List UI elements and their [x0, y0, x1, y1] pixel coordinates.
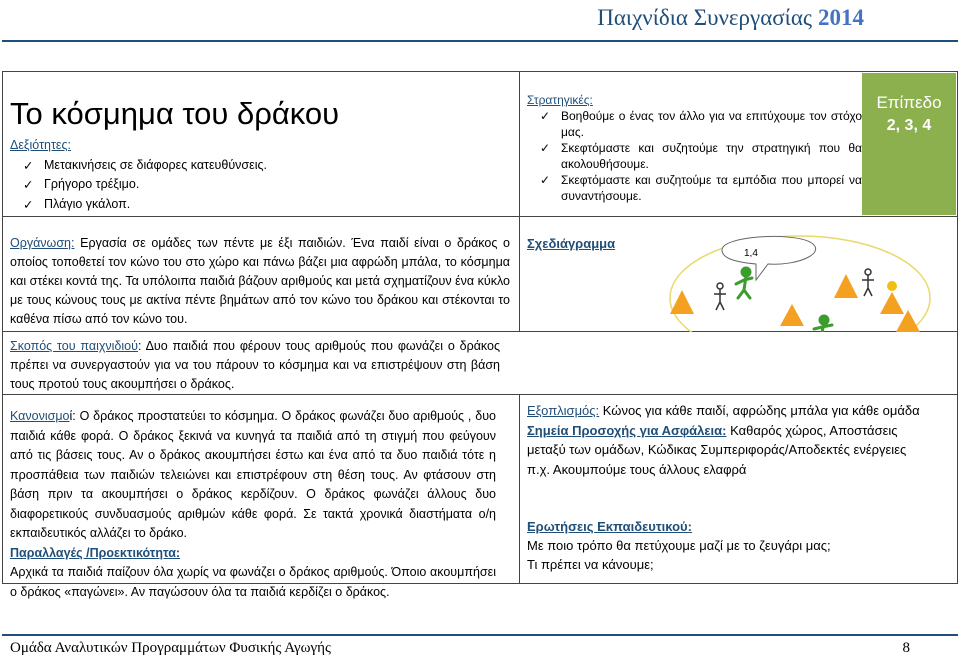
- variations-text: Αρχικά τα παιδιά παίζουν όλα χωρίς να φωνάζει ο δράκος αριθμούς. Όποιο ακουμπήσει ο δράκος «παγώνει». Αν παγώσουν όλα τα παιδιά κερδίζει ο δράκος.: [10, 565, 496, 599]
- strategies-label: Στρατηγικές:: [527, 93, 593, 107]
- table-left-border: [2, 71, 3, 584]
- table-row-border: [2, 394, 958, 395]
- document-header: [597, 5, 864, 31]
- question-1: Με ποιο τρόπο θα πετύχουμε μαζί με το ζευγάρι μας;: [527, 538, 831, 553]
- teacher-questions-section: [527, 517, 927, 574]
- diagram-label: Σχεδιάγραμμα: [527, 236, 616, 251]
- checkmark-icon: ✓: [540, 141, 551, 155]
- rules-text: ί: Ο δράκος προστατεύει το κόσμημα. Ο δράκος φωνάζει δυο αριθμούς , δυο παιδιά κάθε φορά. Ο δράκος ξεκινά να κυνηγά τα παιδιά από τη στιγμή που φεύγουν από τις βάσεις τους. Αν ο δράκος ακουμπήσει έστω και ένα από τα δυο παιδιά τότε η προσπάθεια των παιδιών τελειώνει και επιστρέφουν στη θέση τους. Αν φτάσουν στη βάση πριν τα ακουμπήσει ο δράκος κερδίζουν. Ο δράκος φωνάζει άλλους δυο διαφορετικούς συνδυασμούς αριθμών κάθε φορά. Σε τακτά χρονικά διαστήματα ο/η εκπαιδευτικός αλλάζει το δράκο.: [10, 409, 496, 540]
- header-title: Παιχνίδια Συνεργασίας: [597, 5, 812, 30]
- skills-list: [10, 156, 267, 215]
- question-2: Τι πρέπει να κάνουμε;: [527, 557, 654, 572]
- list-item: ✓ Πλάγιο γκάλοπ.: [10, 195, 267, 215]
- footer-rule: [2, 634, 958, 636]
- rules-section: [10, 407, 496, 602]
- dragon-cone-icon: [880, 292, 904, 314]
- table-column-divider: [519, 394, 520, 584]
- strategies-section: [527, 92, 862, 204]
- level-value: 2, 3, 4: [886, 117, 932, 134]
- cone-icon: [780, 304, 804, 326]
- page-number: 8: [902, 640, 910, 656]
- equipment-text: Κώνος για κάθε παιδί, αφρώδης μπάλα για κάθε ομάδα: [599, 403, 920, 418]
- list-item: ✓ Μετακινήσεις σε διάφορες κατευθύνσεις.: [10, 156, 267, 176]
- goal-label: Σκοπός του παιχνιδιού: [10, 339, 138, 353]
- table-right-border: [957, 71, 958, 584]
- list-item: ✓ Γρήγορο τρέξιμο.: [10, 175, 267, 195]
- child-figure-icon: [714, 283, 726, 310]
- table-top-border: [2, 71, 958, 72]
- game-title: Το κόσμημα του δράκου: [10, 96, 340, 131]
- checkmark-icon: ✓: [540, 173, 551, 187]
- footer-text: Ομάδα Αναλυτικών Προγραμμάτων Φυσικής Αγωγής: [10, 640, 331, 656]
- cone-icon: [670, 290, 694, 314]
- organization-section: [10, 234, 510, 329]
- diagram-label-wrap: [527, 236, 615, 251]
- runner-figure-icon: [736, 268, 752, 298]
- header-rule: [2, 40, 958, 42]
- game-diagram: [660, 228, 945, 332]
- organization-label: Οργάνωση:: [10, 236, 75, 250]
- checkmark-icon: ✓: [23, 196, 34, 212]
- variations-label: Παραλλαγές /Προεκτικότητα:: [10, 545, 181, 560]
- level-box: [862, 73, 956, 215]
- list-item: ✓ Βοηθούμε ο ένας τον άλλο για να επιτύχουμε τον στόχο μας.: [540, 109, 862, 139]
- organization-text: Εργασία σε ομάδες των πέντε με έξι παιδιών. Ένα παιδί είναι ο δράκος ο οποίος τοποθετεί τον κώνο του στο χώρο και πάνω βάζει μια αφρώδη μπάλα, το κόσμημα και στέκει κοντά της. Τα υπόλοιπα παιδιά βάζουν αριθμούς και μετά σχηματίζουν ένα κύκλο με τους κώνους τους με ακτίνα πέντε βημάτων από τον κώνο του δράκου και στέκονται το καθένα πίσω από τον κώνο του.: [10, 236, 510, 326]
- teacher-questions-label: Ερωτήσεις Εκπαιδευτικού:: [527, 519, 692, 534]
- rules-label: Κανονισμο: [10, 409, 70, 423]
- cone-icon: [834, 274, 858, 298]
- list-item: ✓ Σκεφτόμαστε και συζητούμε την στρατηγική που θα ακολουθήσουμε.: [540, 141, 862, 171]
- safety-label: Σημεία Προσοχής για Ασφάλεια:: [527, 422, 727, 438]
- speech-bubble: [722, 236, 816, 280]
- header-year: 2014: [818, 5, 864, 30]
- equipment-section: [527, 401, 927, 479]
- checkmark-icon: ✓: [23, 157, 34, 173]
- goal-text: : Δυο παιδιά που φέρουν τους αριθμούς που φωνάζει ο δράκος πρέπει να συνεργαστούν για να του πάρουν το κόσμημα και να επιστρέψουν στη βάση τους προτού τους ακουμπήσει ο δράκος.: [10, 339, 500, 391]
- goal-section: [10, 337, 500, 394]
- skills-section: [10, 136, 267, 214]
- checkmark-icon: ✓: [23, 177, 34, 192]
- table-row-border: [2, 216, 958, 217]
- runner-figure-icon: [814, 316, 832, 332]
- safety-text: Καθαρός χώρος, Αποστάσεις μεταξύ των ομάδων, Κώδικας Συμπεριφοράς/Αποδεκτές ενέργειες π.χ. Ακουμπούμε τους άλλους ελαφρά: [527, 422, 907, 477]
- callout-text: 1,4: [744, 248, 758, 259]
- level-label: Επίπεδο: [876, 93, 942, 112]
- strategies-list: [527, 108, 862, 204]
- child-figure-icon: [862, 269, 874, 296]
- checkmark-icon: ✓: [540, 109, 551, 123]
- list-item: ✓ Σκεφτόμαστε και συζητούμε τα εμπόδια που μπορεί να συναντήσουμε.: [540, 173, 862, 203]
- skills-label: Δεξιότητες:: [10, 138, 71, 152]
- table-column-divider: [519, 71, 520, 332]
- equipment-label: Εξοπλισμός:: [527, 403, 600, 418]
- foam-ball-icon: [887, 281, 897, 291]
